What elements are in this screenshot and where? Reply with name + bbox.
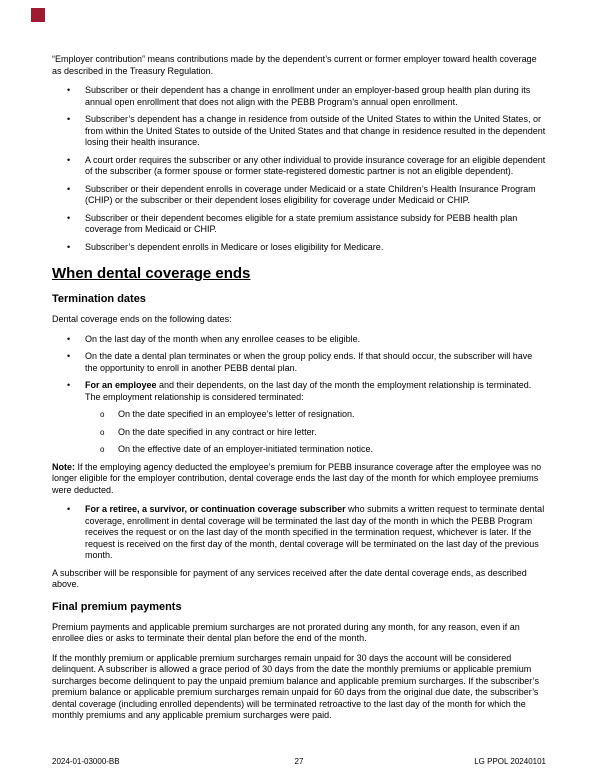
list-item-text: On the date a dental plan terminates or when the group policy ends. If that should occur, the subscriber will have the opportunity to enroll in another PEBB dental plan. bbox=[85, 351, 533, 373]
bullet-disc-icon: • bbox=[67, 154, 71, 165]
list-item-rest: and their dependents, on the last day of the month the employment relationship is terminated. The employment relationship is considered terminated: bbox=[85, 380, 532, 402]
sub-list-item-text: On the date specified in an employee’s letter of resignation. bbox=[118, 409, 355, 419]
paragraph-termination-closing: A subscriber will be responsible for payment of any services received after the date dental coverage ends, as described above. bbox=[52, 567, 527, 589]
footer-doc-id: 2024-01-03000-BB bbox=[52, 757, 120, 766]
list-item bbox=[52, 155, 546, 178]
list-item bbox=[52, 242, 546, 254]
bullet-disc-icon: • bbox=[67, 114, 71, 124]
bullet-disc-icon: • bbox=[67, 380, 71, 390]
list-item bbox=[52, 334, 546, 346]
bullet-disc-icon: • bbox=[67, 351, 71, 361]
list-item bbox=[52, 114, 546, 149]
loss-eligibility-list bbox=[52, 85, 546, 253]
sub-list-item bbox=[52, 409, 546, 421]
list-item-rest: who submits a written request to terminate dental coverage, enrollment in dental coverage will be terminated the last day of the month in which the PEBB Program receives the request or on the last day of the month specified in the termination request, whichever is later. If the request is received on the first day of the month, dental coverage will be terminated on the last day of the previous month. bbox=[85, 504, 545, 560]
list-item bbox=[52, 380, 546, 403]
bullet-disc-icon: • bbox=[67, 333, 71, 344]
list-item-text bbox=[85, 380, 546, 403]
subsection-heading-termination-dates: Termination dates bbox=[52, 293, 146, 305]
bullet-circle-icon: o bbox=[100, 427, 105, 437]
sub-list-item bbox=[52, 427, 546, 439]
bullet-disc-icon: • bbox=[67, 85, 71, 95]
list-item-text bbox=[85, 504, 546, 562]
bullet-circle-icon: o bbox=[100, 410, 105, 419]
page-content bbox=[52, 54, 546, 730]
bullet-disc-icon: • bbox=[67, 183, 71, 194]
footer-doc-code: LG PPOL 20240101 bbox=[474, 757, 546, 766]
page-footer bbox=[52, 757, 546, 767]
subsection-heading-final-premium-payments: Final premium payments bbox=[52, 600, 182, 613]
list-item-bold-lead: For an employee bbox=[85, 380, 157, 390]
sub-list-item-text: On the date specified in any contract or hire letter. bbox=[118, 426, 317, 437]
footer-page-number: 27 bbox=[294, 757, 304, 766]
sub-list-item-text: On the effective date of an employer-initiated termination notice. bbox=[118, 444, 373, 454]
list-item-text: Subscriber or their dependent enrolls in coverage under Medicaid or a state Children’s Health Insurance Program (CHIP) or the subscriber or their dependent loses eligibility for coverage under Medicaid or CHIP. bbox=[85, 183, 536, 205]
sub-list-item bbox=[52, 444, 546, 456]
list-item bbox=[52, 351, 546, 374]
list-item-text: Subscriber’s dependent has a change in residence from outside of the United States to within the United States, or from within the United States to outside of the United States and that change in residence resulted in the dependent losing their health insurance. bbox=[85, 114, 546, 147]
paragraph-premium-2: If the monthly premium or applicable premium surcharges remain unpaid for 30 days the account will be considered delinquent. A subscriber is allowed a grace period of 30 days from the date the monthly premiums or applicable premium surcharges become delinquent to pay the unpaid premium balance and applicable premium surcharges. If the subscriber’s premium balance or applicable premium surcharges remain unpaid for 60 days from the original due date, the subscriber’s dental coverage (including enrolled dependents) will be terminated retroactive to the last day of the month for which the monthly premiums and any applicable premium surcharges were paid. bbox=[52, 652, 539, 720]
termination-dates-list bbox=[52, 334, 546, 456]
list-item bbox=[52, 85, 546, 108]
paragraph-note bbox=[52, 462, 546, 497]
paragraph-termination-lead: Dental coverage ends on the following dates: bbox=[52, 314, 232, 324]
bullet-disc-icon: • bbox=[67, 212, 71, 223]
paragraph-premium-1: Premium payments and applicable premium surcharges are not prorated during any month, for any reason, even if an enrollee dies or asks to terminate their dental plan before the end of the month. bbox=[52, 621, 520, 643]
list-item-text: On the last day of the month when any enrollee ceases to be eligible. bbox=[85, 333, 361, 344]
bullet-circle-icon: o bbox=[100, 445, 105, 454]
corner-marker bbox=[31, 8, 45, 22]
list-item bbox=[52, 213, 546, 236]
list-item-text: A court order requires the subscriber or any other individual to provide insurance coverage for an eligible dependent of the subscriber (a former spouse or former state-registered domestic partner is not an eligible dependent). bbox=[85, 154, 546, 176]
bullet-disc-icon: • bbox=[67, 241, 71, 252]
section-heading-when-dental-coverage-ends: When dental coverage ends bbox=[52, 265, 251, 282]
list-item bbox=[52, 504, 546, 562]
list-item-bold-lead: For a retiree, a survivor, or continuation coverage subscriber bbox=[85, 504, 346, 514]
list-item-text: Subscriber or their dependent becomes eligible for a state premium assistance subsidy for PEBB health plan coverage from Medicaid or CHIP. bbox=[85, 212, 518, 234]
list-item-text: Subscriber or their dependent has a change in enrollment under an employer-based group health plan during its annual open enrollment that does not align with the PEBB Program’s annual open enrollment. bbox=[85, 85, 531, 107]
bullet-disc-icon: • bbox=[67, 504, 71, 514]
note-text: If the employing agency deducted the employee’s premium for PEBB insurance coverage after the employee was no longer eligible for the employer contribution, dental coverage ends the last day of the month for which employee premiums were deducted. bbox=[52, 461, 542, 495]
list-item-text: Subscriber’s dependent enrolls in Medicare or loses eligibility for Medicare. bbox=[85, 241, 384, 252]
note-label: Note: bbox=[52, 461, 75, 472]
list-item bbox=[52, 184, 546, 207]
paragraph-employer-contribution: “Employer contribution” means contributions made by the dependent’s current or former employer toward health coverage as described in the Treasury Regulation. bbox=[52, 54, 537, 76]
